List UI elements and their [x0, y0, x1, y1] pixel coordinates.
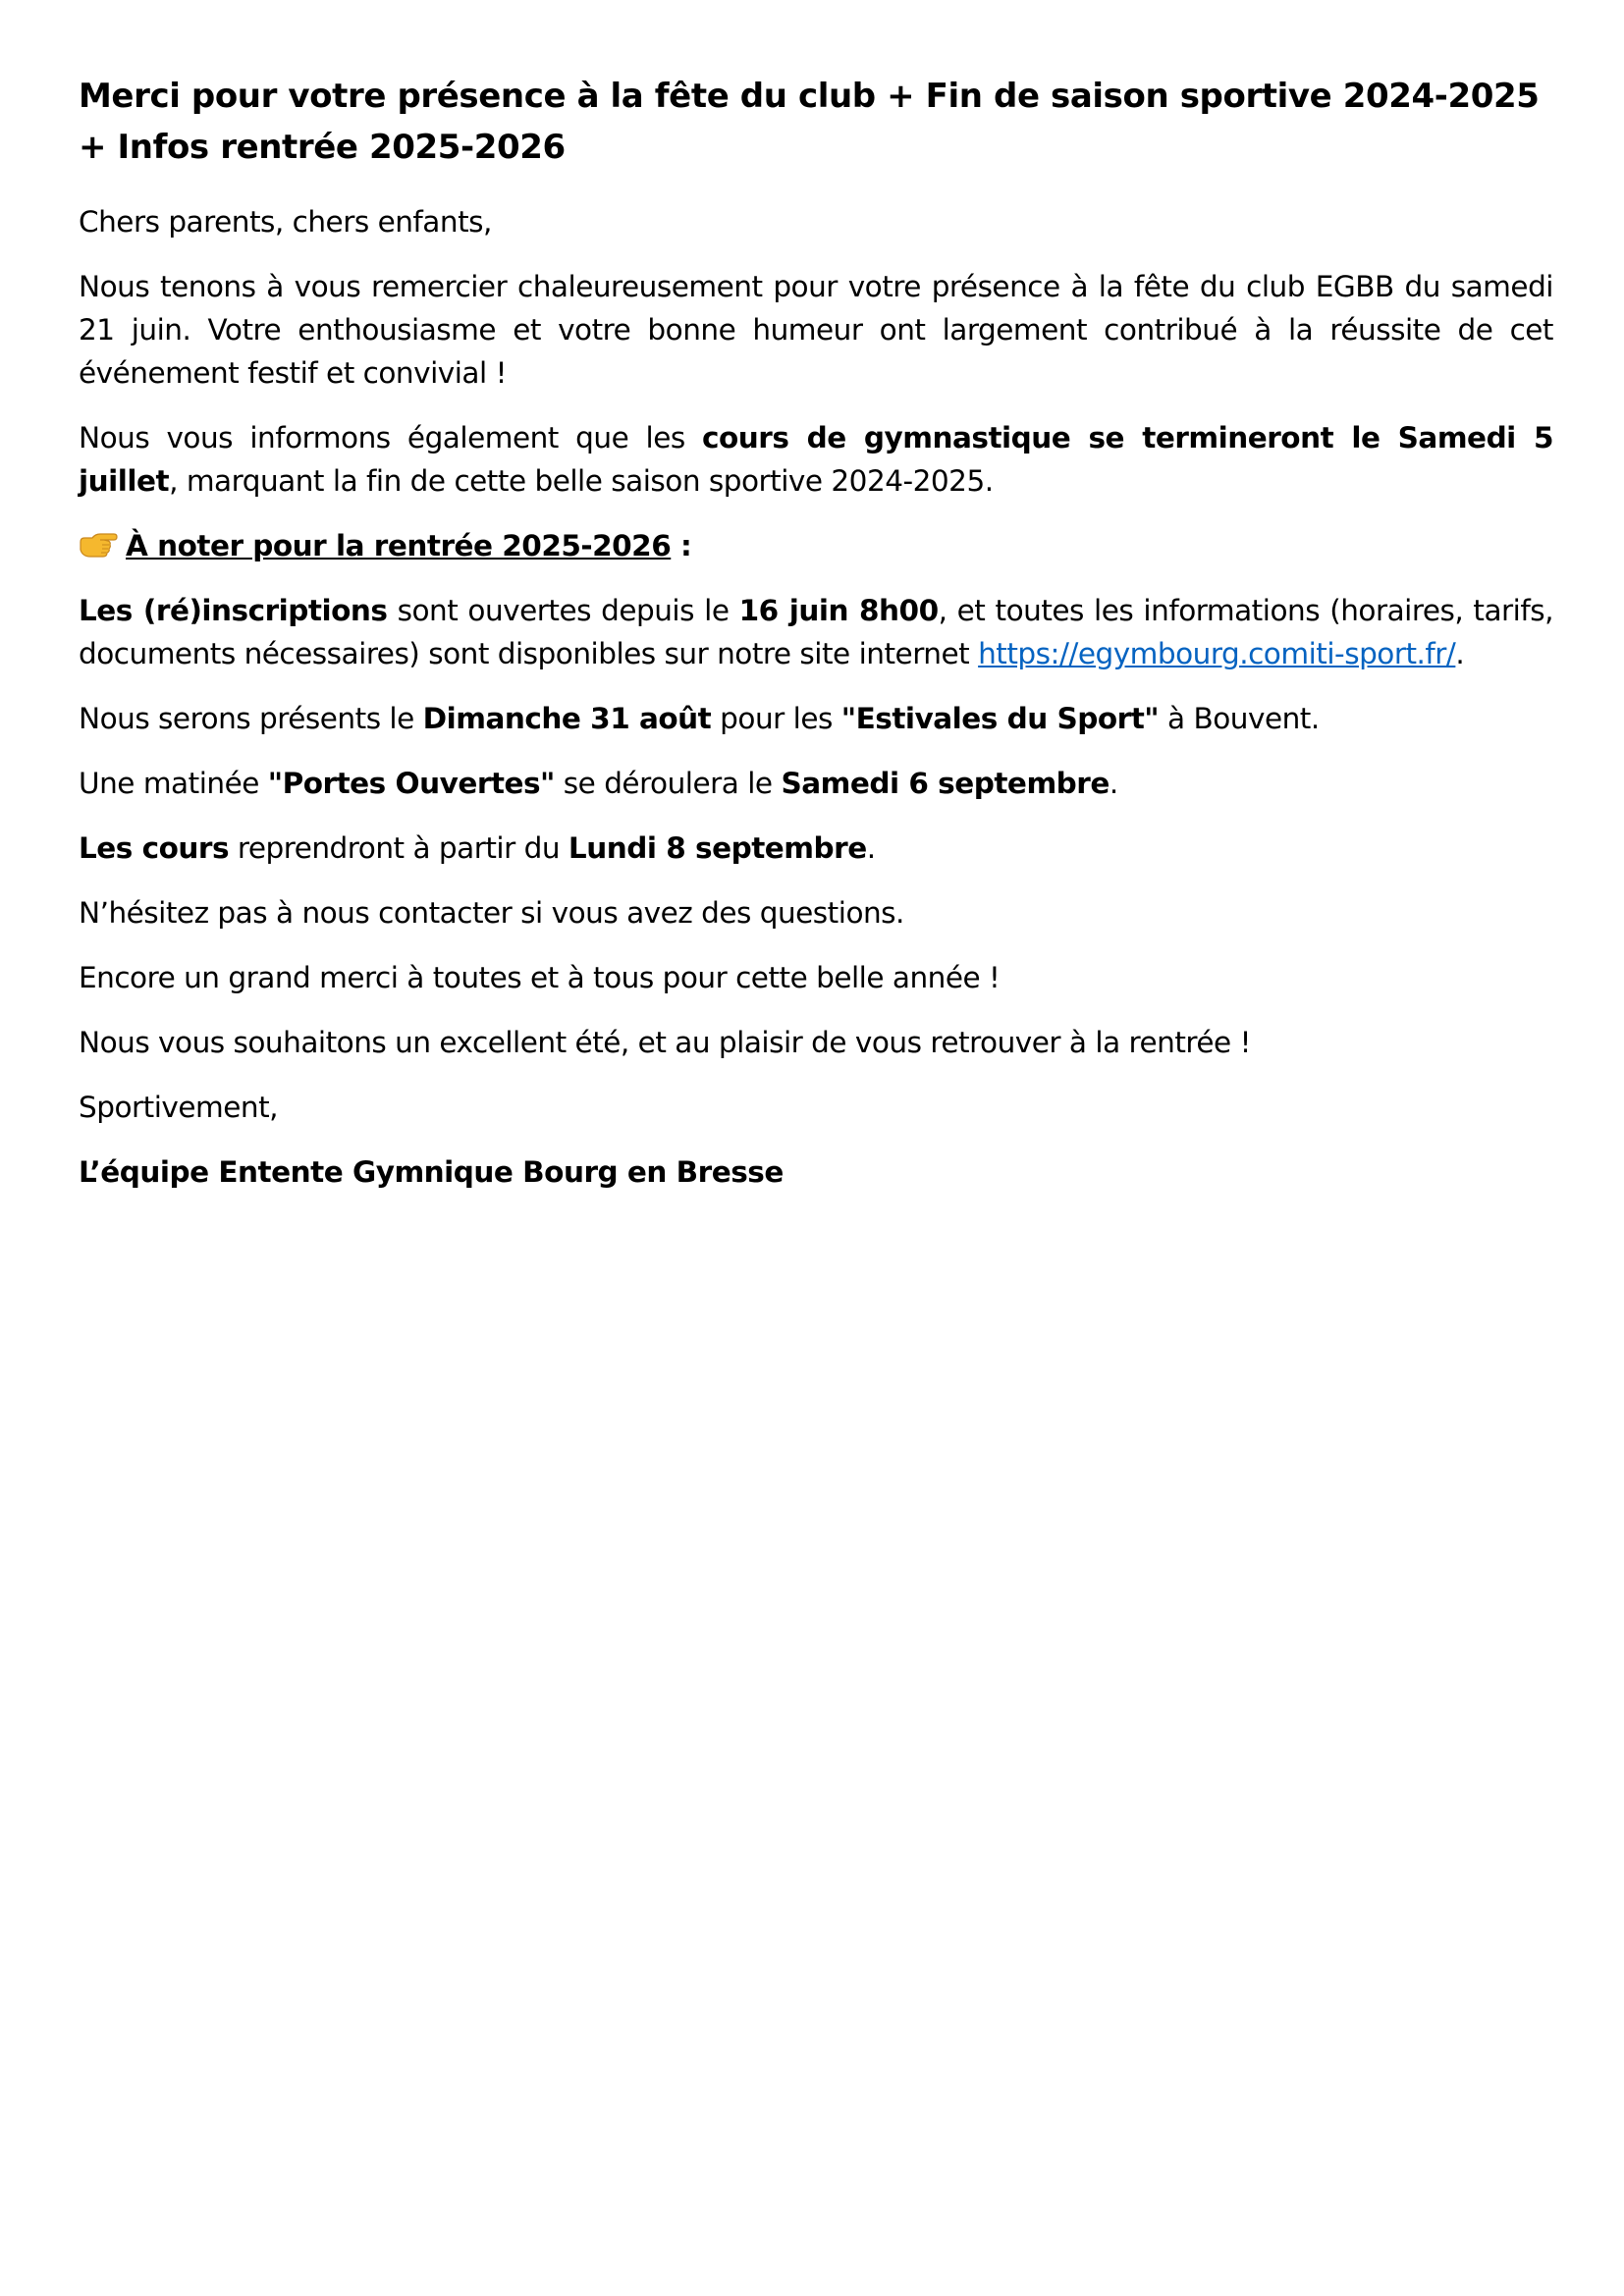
- registrations-text-3: .: [1455, 637, 1465, 670]
- paragraph-open-house: [79, 762, 1553, 805]
- note-heading-suffix: :: [671, 529, 692, 562]
- paragraph-classes-resume: [79, 827, 1553, 870]
- open-house-date-bold: Samedi 6 septembre: [781, 767, 1110, 800]
- open-house-text-3: .: [1109, 767, 1118, 800]
- document-page: [79, 71, 1553, 1215]
- registrations-bold: Les (ré)inscriptions: [79, 594, 388, 627]
- season-end-date-bold: cours de gymnastique se termineront le Samedi 5 juillet: [79, 421, 1554, 498]
- paragraph-estivales: [79, 697, 1553, 740]
- note-heading-line: [79, 524, 1553, 567]
- paragraph-contact: N’hésitez pas à nous contacter si vous avez des questions.: [79, 896, 904, 930]
- paragraph-summer-wishes: Nous vous souhaitons un excellent été, et au plaisir de vous retrouver à la rentrée !: [79, 1026, 1251, 1059]
- paragraph-thanks: Nous tenons à vous remercier chaleureusement pour votre présence à la fête du club EGBB du samedi 21 juin. Votre enthousiasme et votre bonne humeur ont largement contribué à la réussite de cet événement festif et convivial !: [79, 270, 1553, 390]
- registrations-date-bold: 16 juin 8h00: [738, 594, 939, 627]
- paragraph-season-end: [79, 416, 1553, 503]
- pointing-right-hand-icon: [79, 530, 118, 560]
- estivales-date-bold: Dimanche 31 août: [422, 702, 712, 735]
- open-house-text-1: Une matinée: [79, 767, 268, 800]
- open-house-event-bold: "Portes Ouvertes": [267, 767, 555, 800]
- estivales-text-3: à Bouvent.: [1159, 702, 1320, 735]
- estivales-event-bold: "Estivales du Sport": [840, 702, 1160, 735]
- registrations-text-2: , et toutes les informations (horaires, tarifs, documents nécessaires) sont disponibles sur notre site internet: [79, 594, 1554, 670]
- registrations-text-1: sont ouvertes depuis le: [387, 594, 739, 627]
- open-house-text-2: se déroulera le: [554, 767, 782, 800]
- estivales-text-1: Nous serons présents le: [79, 702, 423, 735]
- estivales-text-2: pour les: [711, 702, 841, 735]
- classes-resume-text-2: .: [866, 831, 876, 865]
- paragraph-thanks-year: Encore un grand merci à toutes et à tous pour cette belle année !: [79, 961, 1001, 994]
- classes-resume-date-bold: Lundi 8 septembre: [568, 831, 867, 865]
- season-end-text-before: Nous vous informons également que les: [79, 421, 703, 454]
- greeting: Chers parents, chers enfants,: [79, 205, 492, 239]
- signature: [79, 1150, 1553, 1194]
- classes-resume-text-1: reprendront à partir du: [229, 831, 568, 865]
- season-end-text-after: , marquant la fin de cette belle saison sportive 2024-2025.: [169, 464, 994, 498]
- website-link[interactable]: https://egymbourg.comiti-sport.fr/: [978, 637, 1456, 670]
- note-heading: À noter pour la rentrée 2025-2026: [126, 529, 672, 562]
- closing: Sportivement,: [79, 1091, 279, 1124]
- paragraph-registrations: [79, 589, 1553, 675]
- classes-resume-bold: Les cours: [79, 831, 229, 865]
- signature-text: L’équipe Entente Gymnique Bourg en Bresse: [79, 1155, 784, 1189]
- document-title: Merci pour votre présence à la fête du club + Fin de saison sportive 2024-2025 + Infos rentrée 2025-2026: [79, 77, 1540, 167]
